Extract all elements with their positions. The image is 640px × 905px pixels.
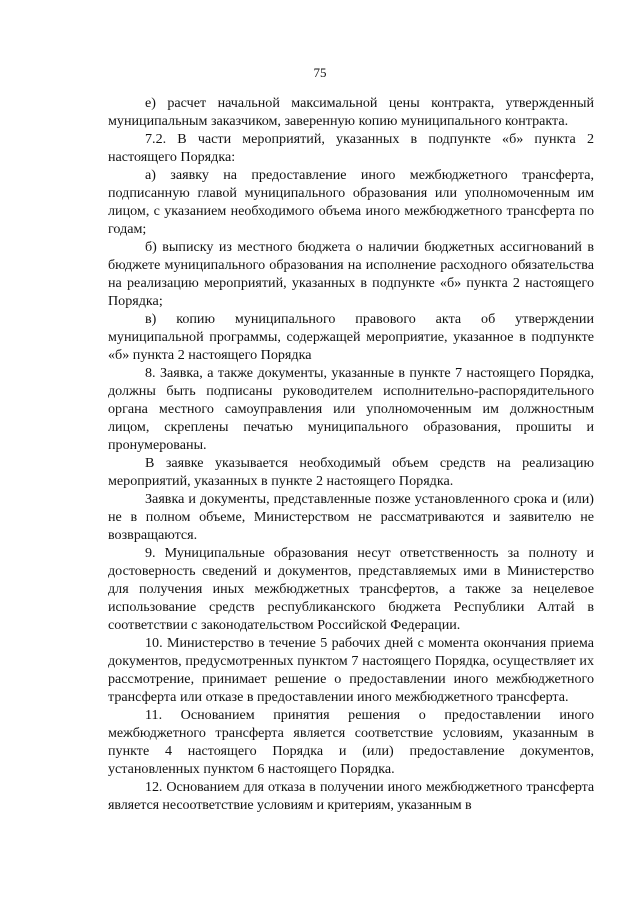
paragraph-item-b: б) выписку из местного бюджета о наличии бюджетных ассигнований в бюджете муниципального образования на исполнение расходного обязательства на реализацию мероприятий, указанных в подпункте «б» пункта 2 настоящего Порядка; [108,239,594,309]
paragraph-7-2: 7.2. В части мероприятий, указанных в подпункте «б» пункта 2 настоящего Порядка: [108,131,594,165]
paragraph-10: 10. Министерство в течение 5 рабочих дней с момента окончания приема документов, предусмотренных пунктом 7 настоящего Порядка, осуществляет их рассмотрение, принимает решение о предоставлении иного межбюджетного трансферта или отказе в предоставлении иного межбюджетного трансферта. [108,635,594,705]
paragraph-8-late: Заявка и документы, представленные позже установленного срока и (или) не в полном объеме, Министерством не рассматриваются и заявителю не возвращаются. [108,491,594,543]
paragraph-8-volume: В заявке указывается необходимый объем средств на реализацию мероприятий, указанных в пункте 2 настоящего Порядка. [108,455,594,489]
document-body [108,94,594,814]
paragraph-item-e: е) расчет начальной максимальной цены контракта, утвержденный муниципальным заказчиком, заверенную копию муниципального контракта. [108,95,594,129]
paragraph-9: 9. Муниципальные образования несут ответственность за полноту и достоверность сведений и документов, представляемых ими в Министерство для получения иных межбюджетных трансфертов, а также за нецелевое использование средств республиканского бюджета Республики Алтай в соответствии с законодательством Российской Федерации. [108,545,594,633]
paragraph-11: 11. Основанием принятия решения о предоставлении иного межбюджетного трансферта является соответствие условиям, указанным в пункте 4 настоящего Порядка и (или) предоставление документов, установленных пунктом 6 настоящего Порядка. [108,707,594,777]
paragraph-12: 12. Основанием для отказа в получении иного межбюджетного трансферта является несоответствие условиям и критериям, указанным в [108,779,594,813]
paragraph-8: 8. Заявка, а также документы, указанные в пункте 7 настоящего Порядка, должны быть подписаны руководителем исполнительно-распорядительного органа местного самоуправления или уполномоченным им должностным лицом, скреплены печатью муниципального образования, прошиты и пронумерованы. [108,365,594,453]
paragraph-item-a: а) заявку на предоставление иного межбюджетного трансферта, подписанную главой муниципального образования или уполномоченным им лицом, с указанием необходимого объема иного межбюджетного трансферта по годам; [108,167,594,237]
paragraph-item-v: в) копию муниципального правового акта об утверждении муниципальной программы, содержащей мероприятие, указанное в подпункте «б» пункта 2 настоящего Порядка [108,311,594,363]
page-number: 75 [313,65,327,80]
